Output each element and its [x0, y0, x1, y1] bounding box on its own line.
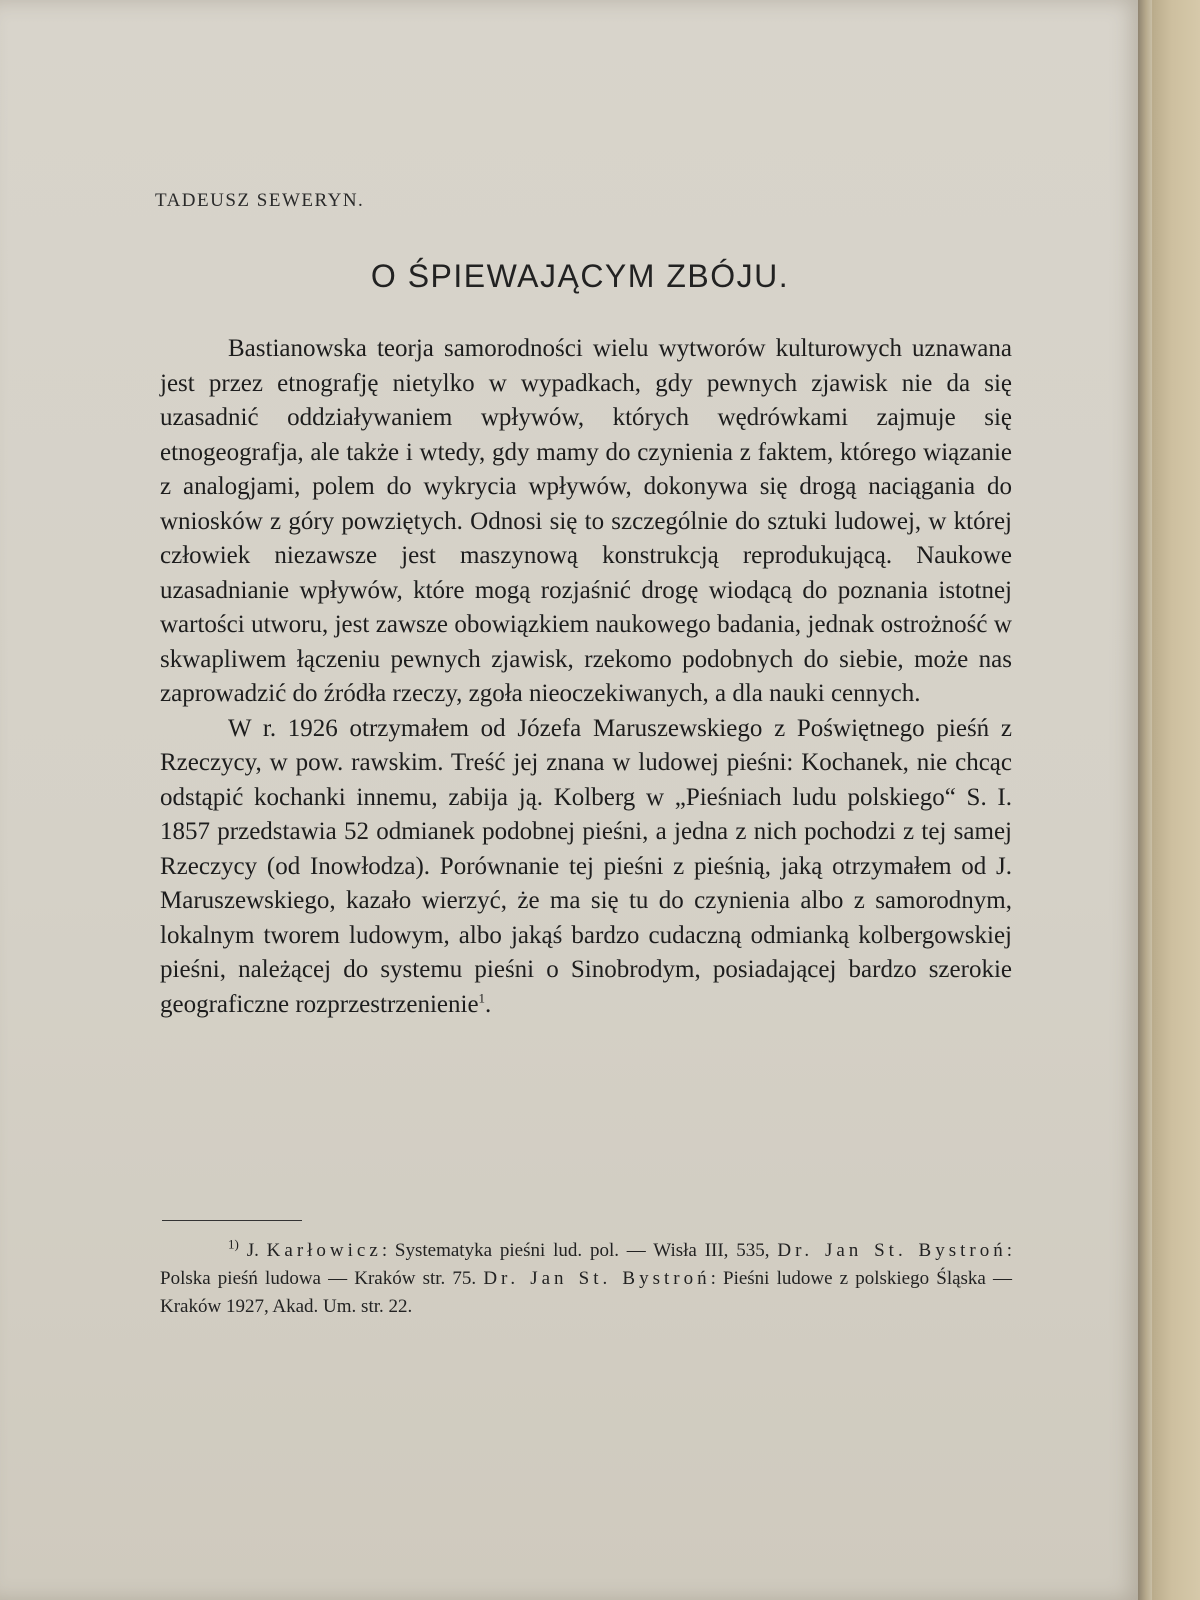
paragraph-1: Bastianowska teorja samorodności wielu wytworów kulturowych uznawana jest przez etnografję nietylko w wypadkach, gdy pewnych zjawisk nie da się uzasadnić oddziaływaniem wpływów, których wędrówkami zajmuje się etnogeografja, ale także i wtedy, gdy mamy do czynienia z faktem, którego wiązanie z analogjami, polem do wykrycia wpływów, dokonywa się drogą naciągania do wniosków z góry powziętych. Odnosi się to szczególnie do sztuki ludowej, w której człowiek niezawsze jest maszynową konstrukcją reprodukującą. Naukowe uzasadnianie wpływów, które mogą rozjaśnić drogę wiodącą do poznania istotnej wartości utworu, jest zawsze obowiązkiem naukowego badania, jednak ostrożność w skwapliwem łączeniu pewnych zjawisk, rzekomo podobnych do siebie, może nas zaprowadzić do źródła rzeczy, zgoła nieoczekiwanych, a dla nauki cennych. [160, 335, 1012, 707]
paragraph-2 [160, 712, 1012, 1023]
footnote-author-3: Dr. Jan St. Bystroń [483, 1268, 711, 1289]
footnote-part-1: J. [246, 1240, 267, 1261]
footnote [160, 1237, 1012, 1321]
footnote-author-2: Dr. Jan St. Bystroń [777, 1240, 1007, 1261]
article-body [160, 332, 1012, 1022]
page-edge [1138, 0, 1152, 1600]
paragraph-2-text: W r. 1926 otrzymałem od Józefa Maruszewskiego z Poświętnego pieśń z Rzeczycy, w pow. rawskim. Treść jej znana w ludowej pieśni: Kochanek, nie chcąc odstąpić kochanki innemu, zabija ją. Kolberg w „Pieśniach ludu polskiego“ S. I. 1857 przedstawia 52 odmianek podobnej pieśni, a jedna z nich pochodzi z tej samej Rzeczycy (od Inowłodza). Porównanie tej pieśni z pieśnią, jaką otrzymałem od J. Maruszewskiego, kazało wierzyć, że ma się tu do czynienia albo z samorodnym, lokalnym tworem ludowym, albo jakąś bardzo cudaczną odmianką kolbergowskiej pieśni, należącej do systemu pieśni o Sinobrodym, posiadającej bardzo szerokie geograficzne rozprzestrzenienie [160, 714, 1012, 1018]
footnote-part-4: : Pieśni ludowe z polskiego Śląska — Kraków 1927, Akad. Um. str. 22. [160, 1268, 1012, 1317]
footnote-marker: 1) [228, 1236, 239, 1252]
footnote-part-3: : Polska pieśń ludowa — Kraków str. 75. [160, 1240, 1012, 1289]
footnote-author-1: Karłowicz [266, 1240, 382, 1261]
adjacent-page [1152, 0, 1200, 1600]
footnote-reference: 1 [478, 990, 486, 1006]
paragraph-2-end: . [485, 990, 492, 1018]
footnote-divider [162, 1220, 302, 1221]
article-title: O ŚPIEWAJĄCYM ZBÓJU. [370, 258, 790, 294]
footnote-part-2: : Systematyka pieśni lud. pol. — Wisła III, 535, [381, 1240, 778, 1261]
author-name: TADEUSZ SEWERYN. [155, 190, 365, 211]
